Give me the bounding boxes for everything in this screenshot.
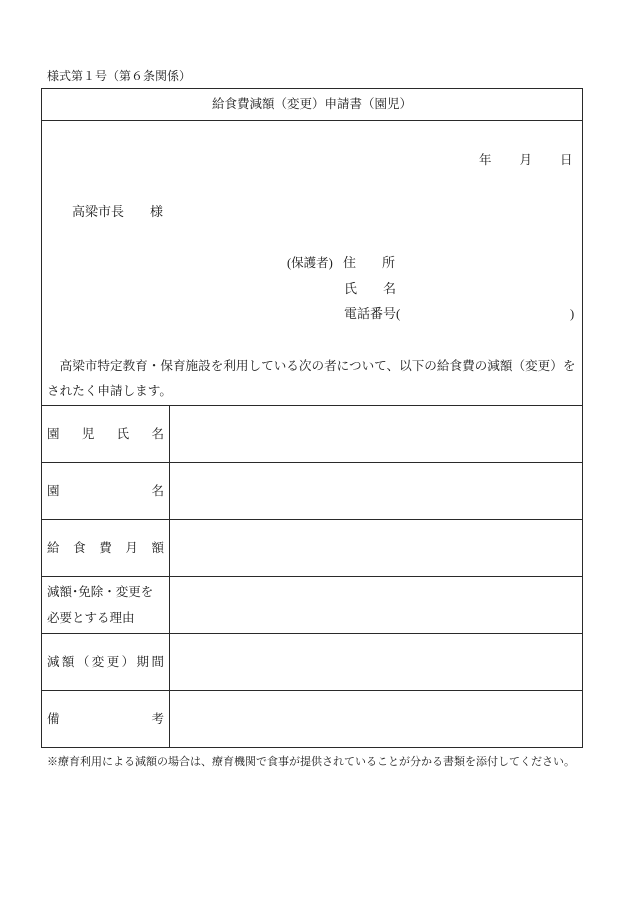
field-row-monthly-fee <box>42 519 582 576</box>
guardian-label: (保護者) <box>287 256 333 270</box>
remarks-label: 備考 <box>47 712 164 726</box>
label-cell <box>42 634 170 690</box>
date-line: 年 月 日 <box>479 153 574 167</box>
address-label: 住 所 <box>343 255 396 270</box>
period-label: 減額（変更）期間 <box>47 655 164 669</box>
label-cell <box>42 691 170 747</box>
document-title: 給食費減額（変更）申請書（園児） <box>211 97 412 111</box>
request-statement: 高梁市特定教育・保育施設を利用している次の者について、以下の給食費の減額（変更）をされたく申請します。 <box>47 359 576 398</box>
remarks-field[interactable] <box>170 691 582 747</box>
facility-name-label: 園名 <box>47 484 164 498</box>
label-cell <box>42 463 170 519</box>
monthly-fee-label: 給食費月額 <box>47 541 164 555</box>
field-row-period <box>42 633 582 690</box>
reason-label-line-2: 必要とする理由 <box>47 611 135 625</box>
addressee: 高梁市長 様 <box>72 204 164 219</box>
name-label: 氏 名 <box>344 281 397 296</box>
application-form <box>41 88 583 748</box>
field-row-reason <box>42 576 582 633</box>
applicant-section <box>42 121 582 405</box>
facility-name-field[interactable] <box>170 463 582 519</box>
label-cell <box>42 520 170 576</box>
title-row <box>42 89 582 121</box>
field-row-remarks <box>42 690 582 747</box>
reason-label <box>47 579 153 631</box>
phone-label: 電話番号( <box>344 306 401 321</box>
field-row-facility-name <box>42 462 582 519</box>
child-name-field[interactable] <box>170 406 582 462</box>
field-row-child-name <box>42 405 582 462</box>
label-cell <box>42 577 170 633</box>
monthly-fee-field[interactable] <box>170 520 582 576</box>
form-number: 様式第１号（第６条関係） <box>47 69 192 83</box>
phone-close-paren: ) <box>570 307 575 321</box>
child-name-label: 園児氏名 <box>47 427 164 441</box>
reason-field[interactable] <box>170 577 582 633</box>
label-cell <box>42 406 170 462</box>
footnote: ※療育利用による減額の場合は、療育機関で食事が提供されていることが分かる書類を添付してください。 <box>47 756 575 768</box>
reason-label-line-1: 減額･免除・変更を <box>47 585 154 599</box>
period-field[interactable] <box>170 634 582 690</box>
